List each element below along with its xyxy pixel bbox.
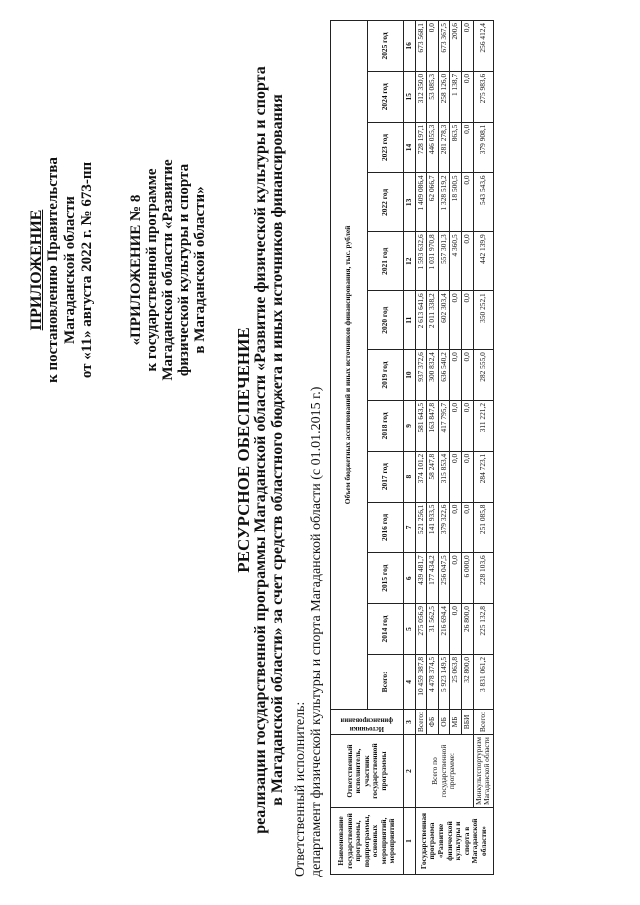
column-number: 3: [404, 709, 416, 734]
value-cell: 228 103,6: [473, 553, 493, 604]
value-cell: 0,0: [461, 173, 473, 232]
value-cell: 58 247,8: [427, 451, 439, 502]
executor-value: департамент физической культуры и спорта Магаданской области (с 01.01.2015 г.): [309, 386, 324, 877]
value-cell: 312 350,0: [415, 71, 427, 122]
column-number: 12: [404, 232, 416, 291]
responsible-executor: [293, 387, 325, 877]
value-cell: 256 412,4: [473, 21, 493, 72]
column-number: 2: [404, 735, 416, 808]
appendix8-header: [128, 105, 208, 435]
value-cell: 2 011 338,2: [427, 291, 439, 350]
value-cell: 543 543,6: [473, 173, 493, 232]
value-cell: 0,0: [461, 122, 473, 173]
value-cell: 0,0: [461, 71, 473, 122]
value-cell: 62 066,7: [427, 173, 439, 232]
column-number: 13: [404, 173, 416, 232]
value-cell: 0,0: [461, 502, 473, 553]
column-number: 6: [404, 553, 416, 604]
document-title-main: РЕСУРСНОЕ ОБЕСПЕЧЕНИЕ: [234, 327, 253, 573]
value-cell: 673 568,1: [415, 21, 427, 72]
table-row: [473, 21, 493, 875]
value-cell: 6 000,0: [461, 553, 473, 604]
col-header-year: 2024 год: [367, 71, 404, 122]
source-cell: МБ: [450, 709, 462, 734]
appendix-line: к постановлению Правительства: [45, 157, 61, 383]
value-cell: 0,0: [450, 502, 462, 553]
table-row: [415, 21, 427, 875]
value-cell: 284 723,1: [473, 451, 493, 502]
appendix-header: [28, 105, 96, 435]
value-cell: 374 101,2: [415, 451, 427, 502]
value-cell: 251 085,8: [473, 502, 493, 553]
column-number: 8: [404, 451, 416, 502]
value-cell: 0,0: [461, 451, 473, 502]
value-cell: 379 322,6: [438, 502, 450, 553]
value-cell: 25 063,8: [450, 654, 462, 709]
column-number: 16: [404, 21, 416, 72]
value-cell: 4 478 374,5: [427, 654, 439, 709]
value-cell: 216 694,4: [438, 604, 450, 655]
value-cell: 0,0: [461, 232, 473, 291]
value-cell: 442 139,9: [473, 232, 493, 291]
column-number: 15: [404, 71, 416, 122]
col-header-year: 2017 год: [367, 451, 404, 502]
column-number: 10: [404, 350, 416, 401]
value-cell: 557 301,3: [438, 232, 450, 291]
column-number: 14: [404, 122, 416, 173]
value-cell: 32 800,0: [461, 654, 473, 709]
value-cell: 439 481,7: [415, 553, 427, 604]
program-name-cell: Государственная программа «Развитие физической культуры и спорта в Магаданской области»: [415, 808, 493, 875]
value-cell: 1 031 970,8: [427, 232, 439, 291]
value-cell: 282 555,0: [473, 350, 493, 401]
value-cell: 0,0: [450, 400, 462, 451]
resource-table: [330, 20, 494, 875]
value-cell: 521 256,1: [415, 502, 427, 553]
value-cell: 31 562,5: [427, 604, 439, 655]
value-cell: 281 278,3: [438, 122, 450, 173]
value-cell: 0,0: [450, 291, 462, 350]
source-cell: ОБ: [438, 709, 450, 734]
col-header-year: 2023 год: [367, 122, 404, 173]
col-header-year: 2014 год: [367, 604, 404, 655]
value-cell: 163 847,8: [427, 400, 439, 451]
document-title-line: в Магаданской области» за счет средств областного бюджета и иных источников финансирования: [269, 94, 286, 806]
value-cell: 3 831 061,2: [473, 654, 493, 709]
value-cell: 937 372,6: [415, 350, 427, 401]
col-header-year: 2025 год: [367, 21, 404, 72]
appendix8-line: в Магаданской области»: [192, 186, 208, 354]
program-total-cell: Всего по государственной программе:: [415, 735, 473, 808]
col-header-volume: Объем бюджетных ассигнований и иных источников финансирования, тыс. рублей: [331, 21, 368, 710]
column-number: 11: [404, 291, 416, 350]
value-cell: 53 085,3: [427, 71, 439, 122]
value-cell: 350 252,1: [473, 291, 493, 350]
value-cell: 0,0: [450, 350, 462, 401]
appendix8-line: Магаданской области «Развитие: [160, 159, 176, 381]
value-cell: 141 933,5: [427, 502, 439, 553]
ministry-cell: Минкультспортуризм Магаданской области: [473, 735, 493, 808]
column-number: 9: [404, 400, 416, 451]
value-cell: 0,0: [461, 21, 473, 72]
value-cell: 177 434,2: [427, 553, 439, 604]
value-cell: 581 643,5: [415, 400, 427, 451]
value-cell: 0,0: [450, 553, 462, 604]
appendix8-line: физической культуры и спорта: [176, 163, 192, 377]
value-cell: 300 832,4: [427, 350, 439, 401]
col-header-year: 2016 год: [367, 502, 404, 553]
source-cell: Всего:: [473, 709, 493, 734]
appendix8-line: к государственной программе: [144, 168, 160, 372]
source-cell: ВБИ: [461, 709, 473, 734]
column-number: 5: [404, 604, 416, 655]
appendix-line: Магаданской области: [62, 196, 78, 344]
value-cell: 2 613 641,6: [415, 291, 427, 350]
value-cell: 256 047,5: [438, 553, 450, 604]
column-number: 1: [404, 808, 416, 875]
value-cell: 10 459 387,8: [415, 654, 427, 709]
document-title: [235, 35, 286, 865]
value-cell: 446 055,3: [427, 122, 439, 173]
value-cell: 673 367,5: [438, 21, 450, 72]
value-cell: 863,5: [450, 122, 462, 173]
appendix-line: от «11» августа 2022 г. № 673-пп: [79, 161, 95, 379]
value-cell: 18 500,5: [450, 173, 462, 232]
value-cell: 311 221,2: [473, 400, 493, 451]
value-cell: 315 853,4: [438, 451, 450, 502]
value-cell: 0,0: [450, 451, 462, 502]
value-cell: 728 197,1: [415, 122, 427, 173]
value-cell: 417 795,7: [438, 400, 450, 451]
value-cell: 0,0: [461, 291, 473, 350]
source-cell: ФБ: [427, 709, 439, 734]
value-cell: 4 360,5: [450, 232, 462, 291]
value-cell: 0,0: [461, 400, 473, 451]
value-cell: 26 800,0: [461, 604, 473, 655]
col-header-responsible: Ответственный исполнитель, участник государственной программы: [331, 735, 404, 808]
value-cell: 1 138,7: [450, 71, 462, 122]
col-header-year: 2021 год: [367, 232, 404, 291]
value-cell: 5 923 149,5: [438, 654, 450, 709]
source-cell: Всего:: [415, 709, 427, 734]
value-cell: 636 540,2: [438, 350, 450, 401]
value-cell: 1 328 519,2: [438, 173, 450, 232]
value-cell: 225 132,8: [473, 604, 493, 655]
col-header-name: Наименование государственной программы, подпрограммы, основных мероприятий, мероприятий: [331, 808, 404, 875]
value-cell: 0,0: [427, 21, 439, 72]
col-header-year: 2018 год: [367, 400, 404, 451]
value-cell: 1 593 632,6: [415, 232, 427, 291]
col-header-total: Всего:: [367, 654, 404, 709]
value-cell: 200,6: [450, 21, 462, 72]
value-cell: 275 056,9: [415, 604, 427, 655]
appendix-title: ПРИЛОЖЕНИЕ: [28, 209, 45, 331]
value-cell: 258 126,0: [438, 71, 450, 122]
appendix8-title: «ПРИЛОЖЕНИЕ № 8: [128, 194, 144, 346]
value-cell: 379 908,1: [473, 122, 493, 173]
col-header-year: 2019 год: [367, 350, 404, 401]
value-cell: 275 983,6: [473, 71, 493, 122]
value-cell: 0,0: [461, 350, 473, 401]
col-header-source: Источники финансирования: [331, 709, 404, 734]
executor-label: Ответственный исполнитель:: [293, 701, 308, 877]
column-number: 4: [404, 654, 416, 709]
value-cell: 602 303,4: [438, 291, 450, 350]
value-cell: 1 409 086,4: [415, 173, 427, 232]
col-header-year: 2020 год: [367, 291, 404, 350]
col-header-year: 2015 год: [367, 553, 404, 604]
column-number: 7: [404, 502, 416, 553]
col-header-year: 2022 год: [367, 173, 404, 232]
value-cell: 0,0: [450, 604, 462, 655]
document-title-line: реализации государственной программы Магаданской области «Развитие физической культуры и спорта: [252, 66, 269, 834]
